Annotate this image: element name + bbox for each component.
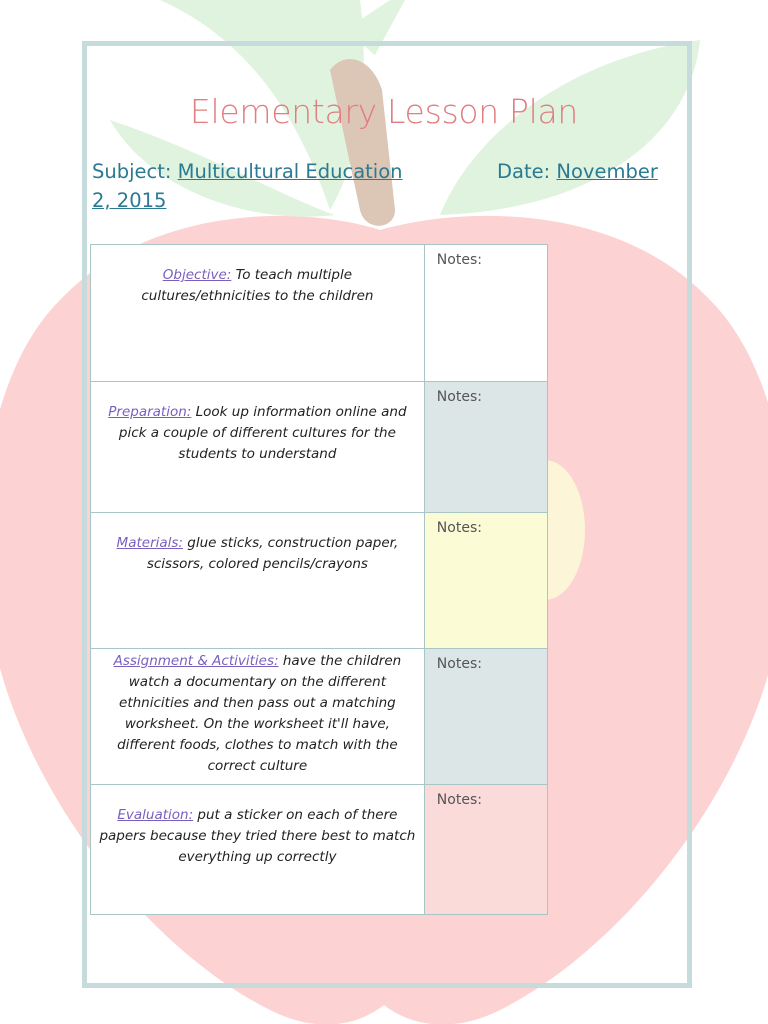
objective-text: To teach multiple cultures/ethnicities to the children [141,267,374,304]
date-value: November [556,160,658,183]
materials-label: Materials: [116,535,183,551]
table-row [91,785,548,915]
notes-cell-preparation[interactable] [424,382,547,513]
lesson-plan-table [90,244,548,915]
assignment-cell [91,649,425,785]
notes-label: Notes: [436,792,482,808]
subject-line [92,160,403,183]
evaluation-label: Evaluation: [117,807,194,823]
assignment-label: Assignment & Activities: [113,653,279,669]
evaluation-cell [91,785,425,915]
table-row [91,513,548,649]
notes-cell-evaluation[interactable] [424,785,547,915]
table-row [91,245,548,382]
notes-label: Notes: [436,389,482,405]
notes-cell-objective[interactable] [424,245,547,382]
page-title: Elementary Lesson Plan [189,92,579,131]
date-line [497,160,658,183]
evaluation-text: put a sticker on each of there papers because they tried there best to match everything up correctly [99,807,416,865]
notes-label: Notes: [436,252,482,268]
objective-label: Objective: [162,267,232,283]
table-row [91,382,548,513]
table-row [91,649,548,785]
preparation-text: Look up information online and pick a couple of different cultures for the students to understand [118,404,407,462]
date-value-continued: 2, 2015 [92,189,167,212]
notes-label: Notes: [436,520,482,536]
notes-cell-assignment[interactable] [424,649,547,785]
materials-cell [91,513,425,649]
subject-label: Subject: [92,160,172,183]
notes-label: Notes: [436,656,482,672]
preparation-cell [91,382,425,513]
notes-cell-materials[interactable] [424,513,547,649]
objective-cell [91,245,425,382]
assignment-text: have the children watch a documentary on the different ethnicities and then pass out a matching worksheet. On the worksheet it'll have, different foods, clothes to match with the correct culture [117,653,402,774]
subject-value: Multicultural Education [177,160,403,183]
preparation-label: Preparation: [108,404,192,420]
date-label: Date: [497,160,551,183]
materials-text: glue sticks, construction paper, scissors, colored pencils/crayons [146,535,399,572]
